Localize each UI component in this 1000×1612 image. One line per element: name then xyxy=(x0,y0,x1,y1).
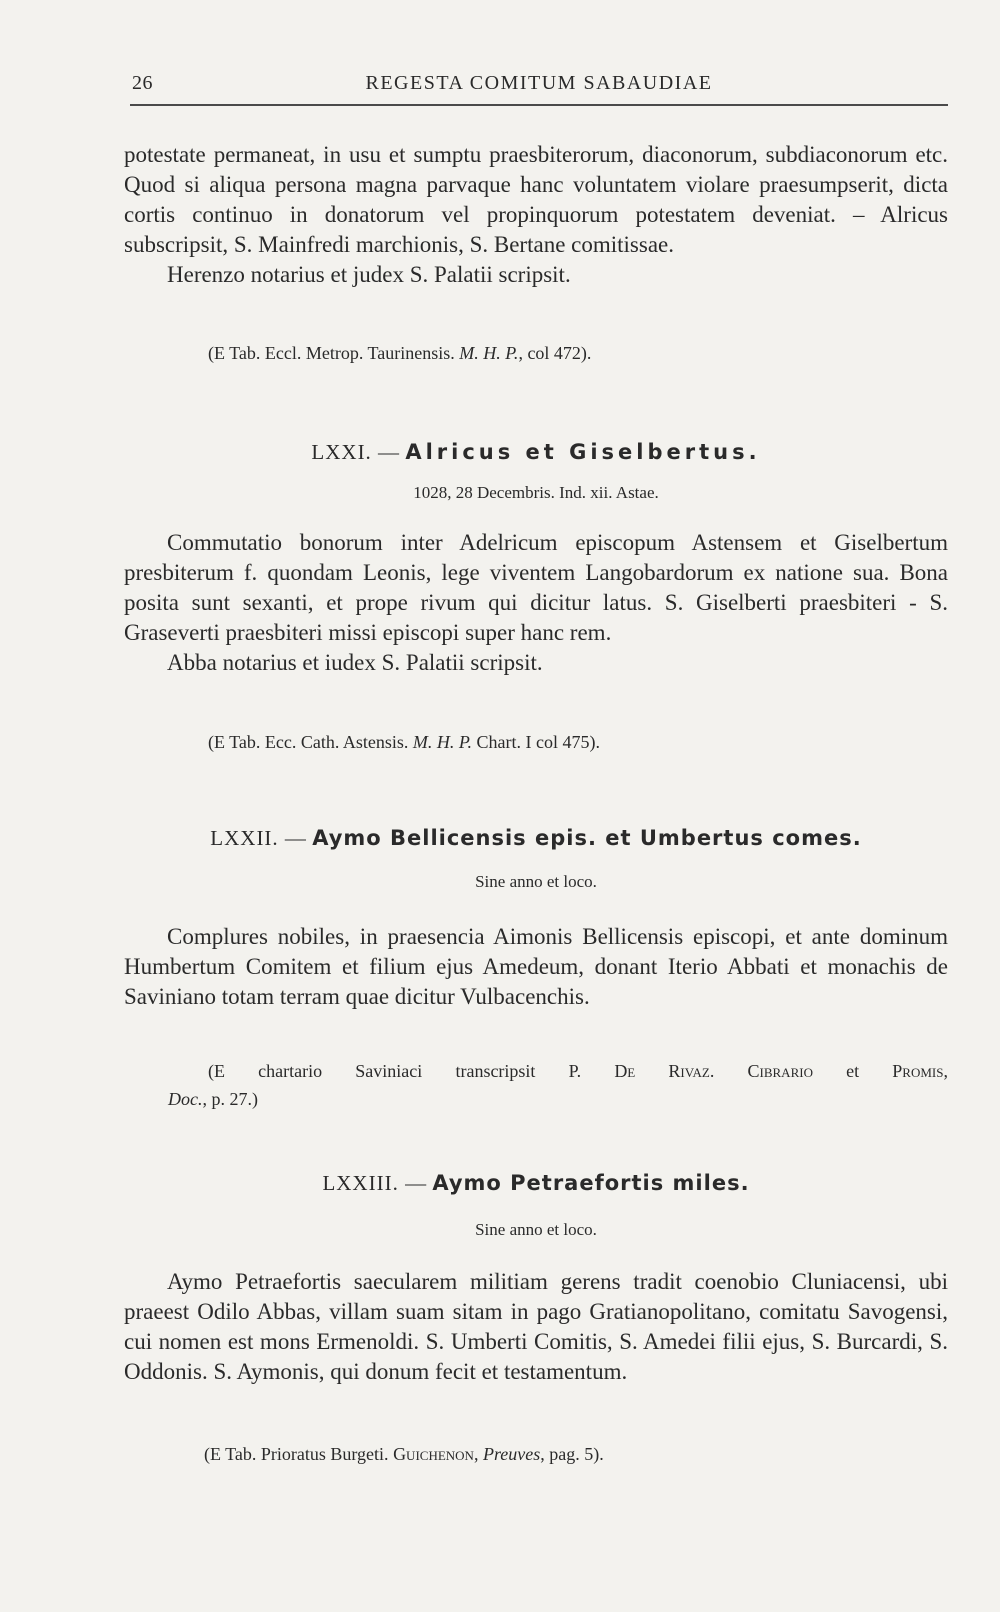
entry-date: Sine anno et loco. xyxy=(475,872,597,891)
entry-71-citation xyxy=(124,728,948,756)
entry-73-heading xyxy=(124,1168,948,1198)
citation-abbrev: M. H. P. xyxy=(412,732,473,752)
entry-number: LXXI. — xyxy=(311,440,401,464)
continuation-citation xyxy=(124,339,948,367)
header-rule xyxy=(130,104,948,106)
entry-72-citation xyxy=(124,1057,948,1113)
citation-source: (E Tab. Ecc. Cath. Astensis. xyxy=(208,732,413,752)
entry-number: LXXIII. — xyxy=(322,1171,428,1195)
citation-source: (E chartario Saviniaci transcripsit P. xyxy=(208,1061,615,1081)
entry-names: Alricus et Giselbertus. xyxy=(405,440,761,464)
entry-date: Sine anno et loco. xyxy=(475,1220,597,1239)
entry-notary: Abba notarius et iudex S. Palatii scripsit. xyxy=(167,650,543,675)
citation-ref: , p. 27.) xyxy=(202,1089,258,1109)
entry-73-dateline xyxy=(124,1218,948,1242)
entry-names: Aymo Petraefortis miles. xyxy=(432,1171,750,1195)
entry-72-dateline xyxy=(124,870,948,894)
continuation-notary: Herenzo notarius et judex S. Palatii scripsit. xyxy=(167,262,571,287)
citation-source: (E Tab. Prioratus Burgeti. xyxy=(204,1444,394,1464)
citation-work: Preuves xyxy=(482,1444,541,1464)
citation-ref: , col 472). xyxy=(518,343,592,363)
entry-72-heading xyxy=(124,823,948,853)
citation-author: Cibrario xyxy=(747,1061,813,1081)
citation-abbrev: M. H. P. xyxy=(459,343,519,363)
entry-71-dateline xyxy=(124,481,948,505)
entry-text: Commutatio bonorum inter Adelricum episcopum Astensem et Giselbertum presbiterum f. quondam Leonis, lege viventem Langobardorum ex natione sua. Bona posita sunt sexanti, et prope rivum qui dicitur latus. S. Giselberti praesbiteri - S. Graseverti praesbiteri missi episcopi super hanc rem. xyxy=(124,530,948,645)
citation-author: Guichenon xyxy=(393,1444,474,1464)
entry-text: Complures nobiles, in praesencia Aimonis Bellicensis episcopi, et ante dominum Humbertum Comitem et filium ejus Amedeum, donant Iterio Abbati et monachis de Saviniano totam terram quae dicitur Vulbacenchis. xyxy=(124,924,948,1009)
entry-73-citation xyxy=(124,1440,948,1468)
citation-sep: , xyxy=(943,1061,948,1081)
continuation-text: potestate permaneat, in usu et sumptu praesbiterorum, diaconorum, subdiaconorum etc. Quod si aliqua persona magna parvaque hanc voluntatem violare praesumpserit, dicta cortis continuo in donatorum vel propinquorum potestatem deveniat. – Alricus subscripsit, S. Mainfredi marchionis, S. Bertane comitissae. xyxy=(124,142,948,257)
citation-sep: , xyxy=(473,1444,483,1464)
running-head xyxy=(130,72,948,100)
page-number: 26 xyxy=(132,72,153,94)
entry-72-body xyxy=(124,922,948,1012)
citation-ref: Chart. I col 475). xyxy=(472,732,601,752)
entry-73-body xyxy=(124,1267,948,1387)
citation-sep: . xyxy=(709,1061,748,1081)
citation-sep: et xyxy=(812,1061,893,1081)
entry-text: Aymo Petraefortis saecularem militiam gerens tradit coenobio Cluniacensi, ubi praeest Odilo Abbas, villam suam sitam in pago Gratianopolitano, comitatu Savogensi, cui nomen est mons Ermenoldi. S. Umberti Comitis, S. Amedei filii ejus, S. Burcardi, S. Oddonis. S. Aymonis, qui donum fecit et testamentum. xyxy=(124,1269,948,1384)
citation-author: De Rivaz xyxy=(614,1061,710,1081)
citation-ref: , pag. 5). xyxy=(540,1444,604,1464)
entry-date: 1028, 28 Decembris. Ind. xii. Astae. xyxy=(413,483,659,502)
continuation-block xyxy=(124,140,948,290)
entry-names: Aymo Bellicensis epis. et Umbertus comes. xyxy=(312,826,862,850)
citation-work: Doc. xyxy=(168,1089,203,1109)
entry-71-body xyxy=(124,528,948,678)
entry-number: LXXII. — xyxy=(210,826,307,850)
running-title: REGESTA COMITUM SABAUDIAE xyxy=(365,72,713,94)
citation-source: (E Tab. Eccl. Metrop. Taurinensis. xyxy=(208,343,460,363)
entry-71-heading xyxy=(124,437,948,467)
citation-author: Promis xyxy=(892,1061,944,1081)
